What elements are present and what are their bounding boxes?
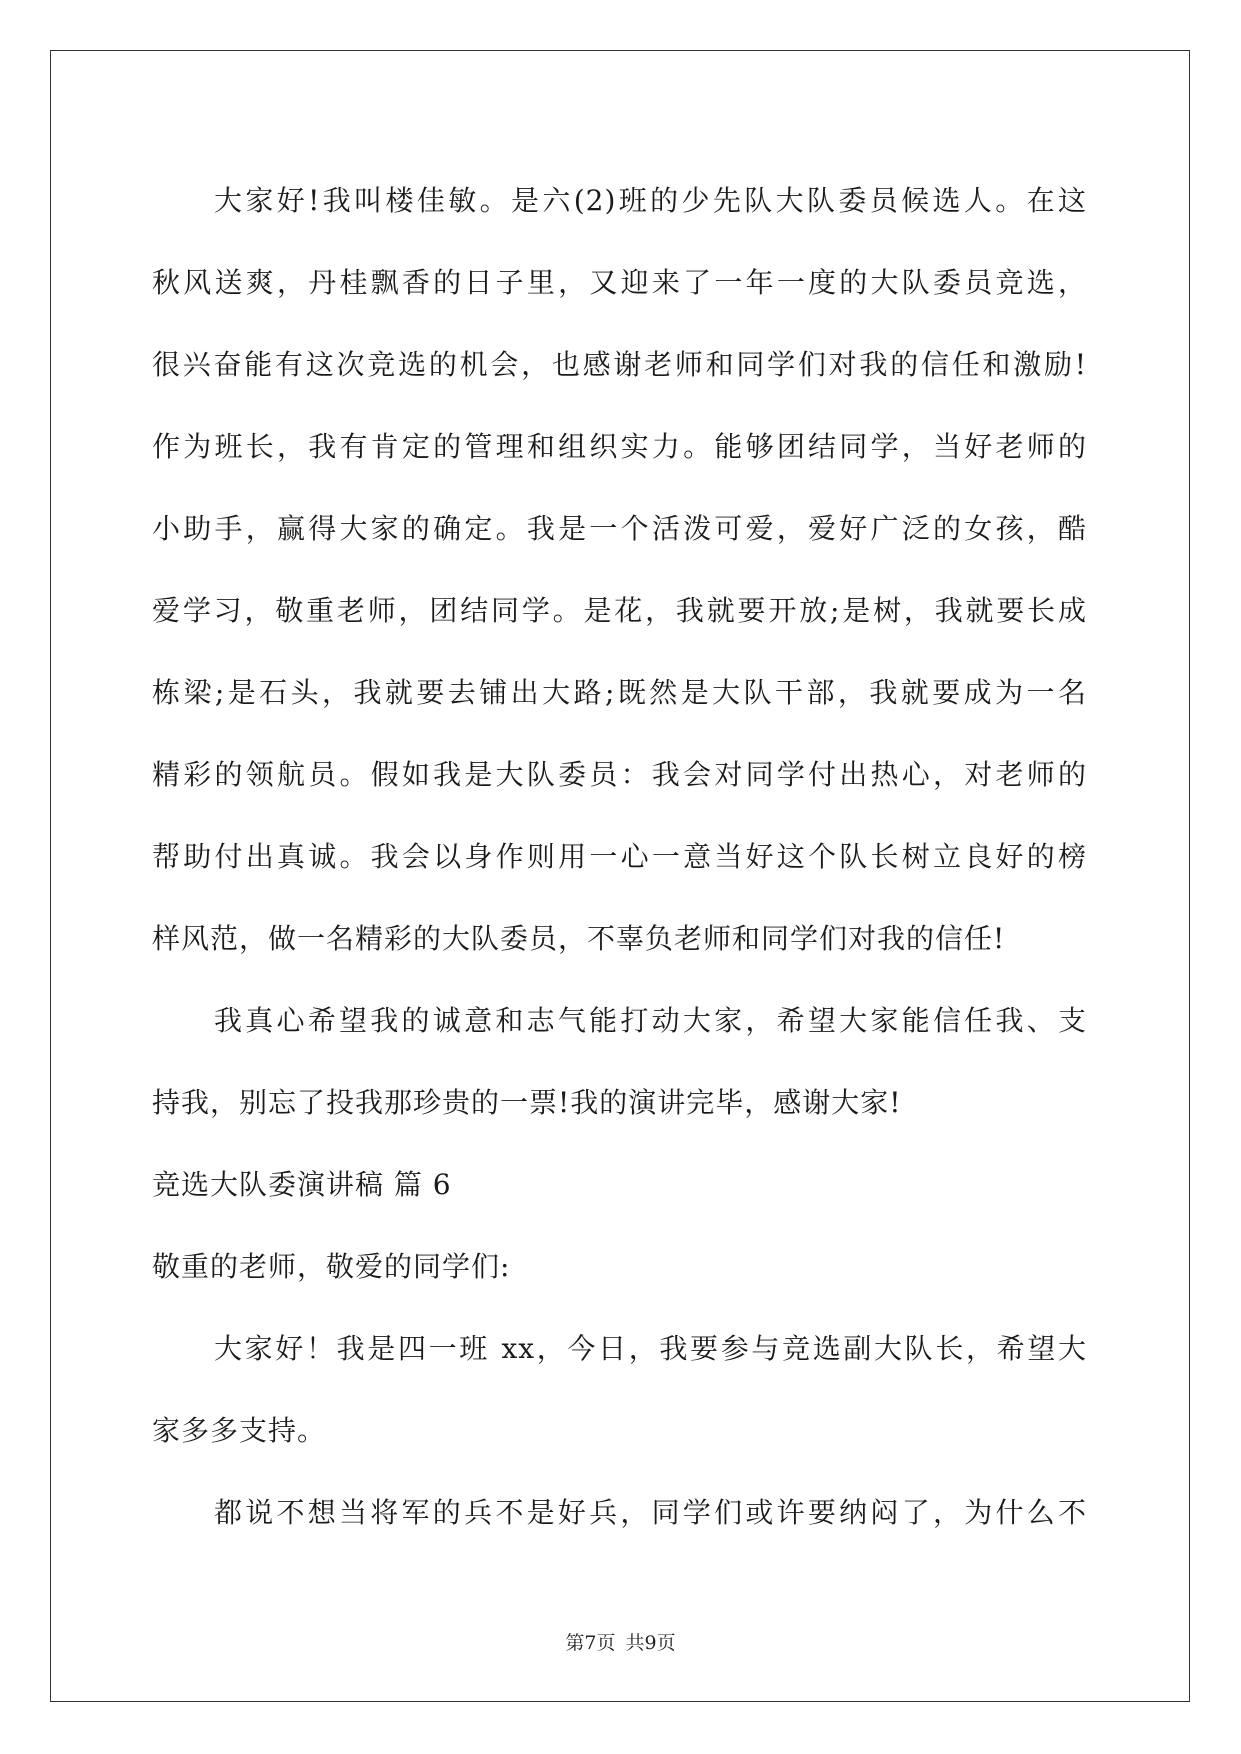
text-line: 帮助付出真诚。我会以身作则用一心一意当好这个队长树立良好的榜 (152, 840, 1087, 873)
text-line: 敬重的老师，敬爱的同学们: (152, 1250, 511, 1283)
text-line: 样风范，做一名精彩的大队委员，不辜负老师和同学们对我的信任! (152, 922, 1006, 955)
page-number: 第7页 (565, 1632, 616, 1654)
text-line: 大家好!我叫楼佳敏。是六(2)班的少先队大队委员候选人。在这 (214, 184, 1087, 217)
page-footer (0, 1628, 1241, 1655)
text-line: 精彩的领航员。假如我是大队委员：我会对同学付出热心，对老师的 (152, 758, 1087, 791)
text-line: 都说不想当将军的兵不是好兵，同学们或许要纳闷了，为什么不 (214, 1496, 1087, 1529)
text-line: 秋风送爽，丹桂飘香的日子里，又迎来了一年一度的大队委员竞选， (152, 266, 1087, 299)
text-line: 小助手，赢得大家的确定。我是一个活泼可爱，爱好广泛的女孩，酷 (152, 512, 1087, 545)
text-line: 家多多支持。 (152, 1414, 327, 1447)
text-line: 竞选大队委演讲稿 篇 6 (152, 1168, 452, 1201)
text-line: 栋梁;是石头，我就要去铺出大路;既然是大队干部，我就要成为一名 (152, 676, 1087, 709)
document-body (152, 160, 1087, 1554)
text-line: 持我，别忘了投我那珍贵的一票!我的演讲完毕，感谢大家! (152, 1086, 902, 1119)
text-line: 大家好！我是四一班 xx，今日，我要参与竞选副大队长，希望大 (214, 1332, 1087, 1365)
text-line: 作为班长，我有肯定的管理和组织实力。能够团结同学，当好老师的 (152, 430, 1087, 463)
text-line: 我真心希望我的诚意和志气能打动大家，希望大家能信任我、支 (214, 1004, 1087, 1037)
text-line: 很兴奋能有这次竞选的机会，也感谢老师和同学们对我的信任和激励! (152, 348, 1087, 381)
page-total: 共9页 (625, 1632, 676, 1654)
text-line: 爱学习，敬重老师，团结同学。是花，我就要开放;是树，我就要长成 (152, 594, 1087, 627)
